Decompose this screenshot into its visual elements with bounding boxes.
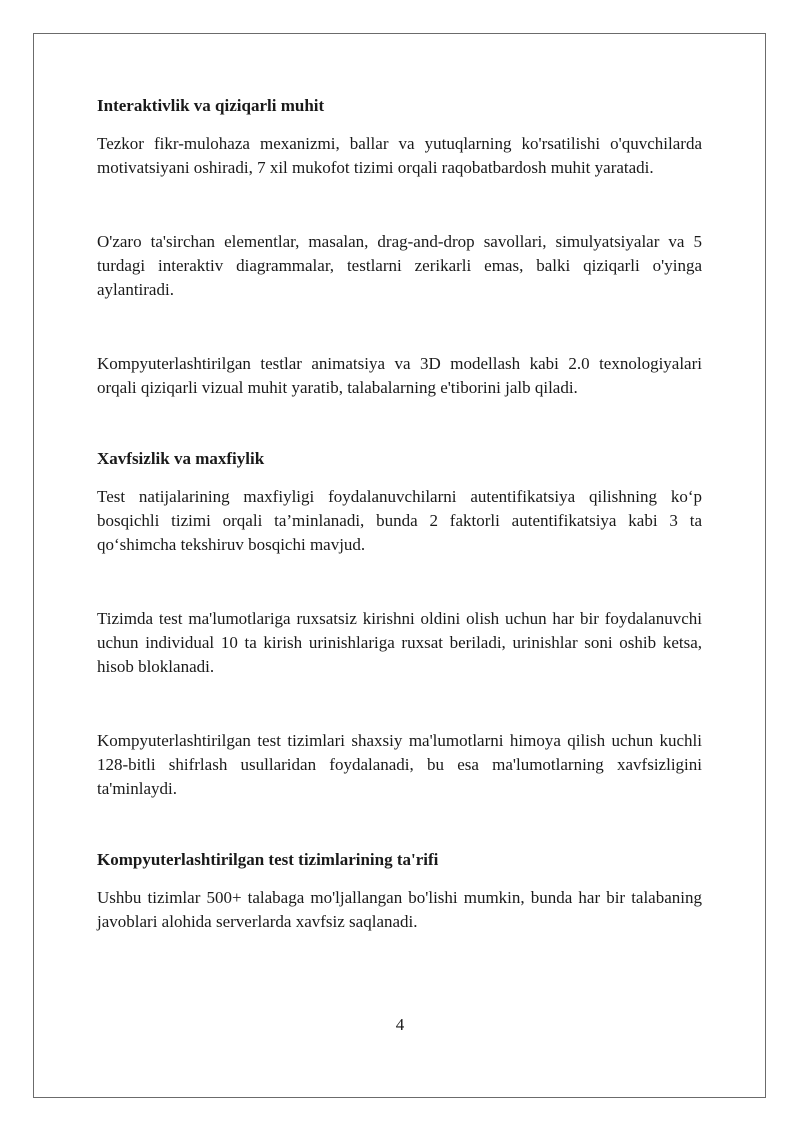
section-definition: [97, 848, 702, 934]
section-heading: Interaktivlik va qiziqarli muhit: [97, 96, 325, 115]
paragraph: Ushbu tizimlar 500+ talabaga mo'ljallangan bo'lishi mumkin, bunda har bir talabaning javoblari alohida serverlarda xavfsiz saqlanadi.: [97, 888, 702, 931]
section-security: [97, 447, 702, 801]
paragraph: Tezkor fikr-mulohaza mexanizmi, ballar va yutuqlarning ko'rsatilishi o'quvchilarda motivatsiyani oshiradi, 7 xil mukofot tizimi orqali raqobatbardosh muhit yaratadi.: [97, 134, 702, 177]
paragraph: Kompyuterlashtirilgan testlar animatsiya va 3D modellash kabi 2.0 texnologiyalari orqali qiziqarli vizual muhit yaratib, talabalarning e'tiborini jalb qiladi.: [97, 354, 702, 397]
paragraph: O'zaro ta'sirchan elementlar, masalan, drag-and-drop savollari, simulyatsiyalar va 5 turdagi interaktiv diagrammalar, testlarni zerikarli emas, balki qiziqarli o'yinga aylantiradi.: [97, 232, 702, 299]
page-number: 4: [395, 1015, 405, 1034]
section-heading: Xavfsizlik va maxfiylik: [97, 449, 265, 468]
paragraph: Test natijalarining maxfiyligi foydalanuvchilarni autentifikatsiya qilishning ko‘p bosqichli tizimi orqali ta’minlanadi, bunda 2 faktorli autentifikatsiya kabi 3 ta qo‘shimcha tekshiruv bosqichi mavjud.: [97, 487, 702, 554]
paragraph: Kompyuterlashtirilgan test tizimlari shaxsiy ma'lumotlarni himoya qilish uchun kuchli 128-bitli shifrlash usullaridan foydalanadi, bu esa ma'lumotlarning xavfsizligini ta'minlaydi.: [97, 731, 702, 798]
section-heading: Kompyuterlashtirilgan test tizimlarining ta'rifi: [97, 850, 439, 869]
section-interactivity: [97, 94, 702, 400]
document-body: [97, 94, 702, 934]
paragraph: Tizimda test ma'lumotlariga ruxsatsiz kirishni oldini olish uchun har bir foydalanuvchi uchun individual 10 ta kirish urinishlariga ruxsat beriladi, urinishlar soni oshib ketsa, hisob bloklanadi.: [97, 609, 702, 676]
